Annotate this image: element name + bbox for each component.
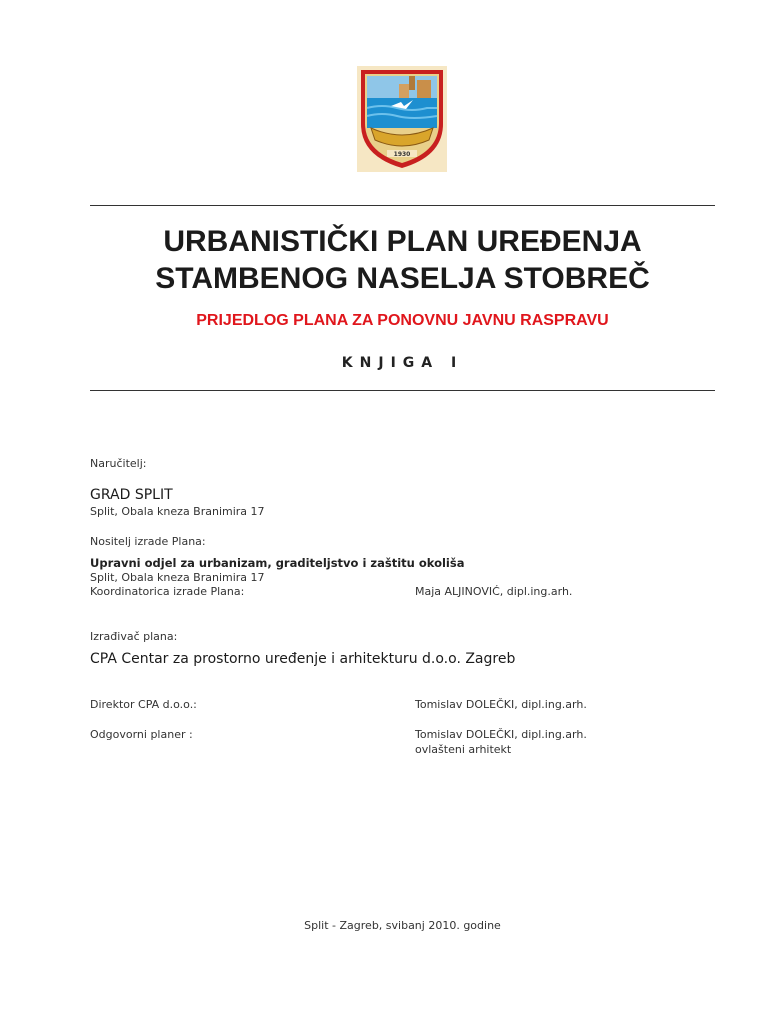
- contractor-label: Izrađivač plana:: [90, 630, 178, 643]
- page-title-line2: STAMBENOG NASELJA STOBREČ: [155, 262, 650, 295]
- client-address: Split, Obala kneza Branimira 17: [90, 505, 265, 518]
- crest-year: 1930: [393, 151, 411, 158]
- place-date: Split - Zagreb, svibanj 2010. godine: [304, 919, 501, 932]
- holder-name: Upravni odjel za urbanizam, graditeljstvo i zaštitu okoliša: [90, 556, 465, 570]
- client-label: Naručitelj:: [90, 457, 147, 470]
- bottom-divider: [90, 390, 715, 391]
- planner-title: ovlašteni arhitekt: [415, 743, 512, 756]
- planner-label: Odgovorni planer :: [90, 728, 193, 741]
- director-label: Direktor CPA d.o.o.:: [90, 698, 197, 711]
- holder-label: Nositelj izrade Plana:: [90, 535, 206, 548]
- coat-of-arms-icon: [357, 66, 447, 172]
- top-divider: [90, 205, 715, 206]
- book-label: KNJIGA I: [341, 355, 464, 371]
- coordinator-label: Koordinatorica izrade Plana:: [90, 585, 245, 598]
- client-name: GRAD SPLIT: [90, 487, 173, 503]
- page-subtitle: PRIJEDLOG PLANA ZA PONOVNU JAVNU RASPRAVU: [196, 312, 609, 329]
- planner-name: Tomislav DOLEČKI, dipl.ing.arh.: [415, 728, 587, 741]
- director-name: Tomislav DOLEČKI, dipl.ing.arh.: [415, 698, 587, 711]
- page-title-line1: URBANISTIČKI PLAN UREĐENJA: [163, 225, 642, 258]
- holder-address: Split, Obala kneza Branimira 17: [90, 571, 265, 584]
- coat-of-arms: [357, 66, 447, 172]
- contractor-name: CPA Centar za prostorno uređenje i arhitekturu d.o.o. Zagreb: [90, 651, 516, 667]
- coordinator-name: Maja ALJINOVIĆ, dipl.ing.arh.: [415, 585, 573, 598]
